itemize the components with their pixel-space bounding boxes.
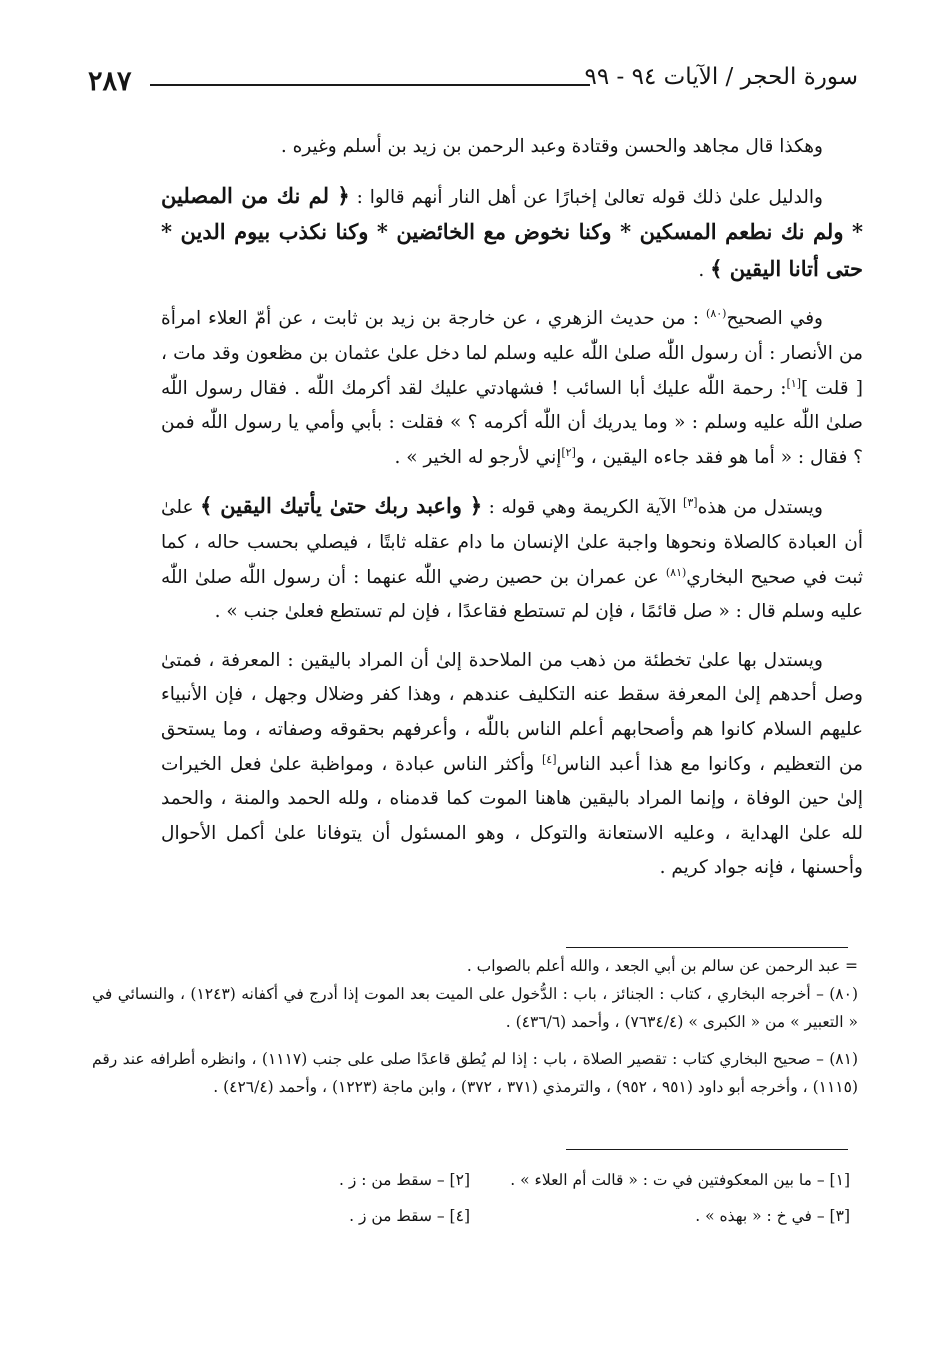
paragraph-2-intro: والدليل علىٰ ذلك قوله تعالىٰ إخبارًا عن أهل النار أنهم قالوا :: [349, 186, 823, 208]
variant-row: [210, 1198, 850, 1234]
variant-note-3: [٣] – في خ : « بهذه » .: [695, 1207, 850, 1225]
paragraph-4-text: ويستدل من هذه: [697, 497, 823, 519]
paragraph-1-text: وهكذا قال مجاهد والحسن وقتادة وعبد الرحمن بن زيد بن أسلم وغيره .: [280, 136, 823, 157]
variant-ref-2[interactable]: [٢]: [561, 445, 576, 459]
variant-note-1: [١] – ما بين المعكوفتين في ت : « قالت أم العلاء » .: [510, 1171, 850, 1189]
chapter-title: سورة الحجر / الآيات ٩٤ - ٩٩: [584, 64, 858, 90]
paragraph-5-text: ويستدل بها علىٰ تخطئة من ذهب من الملاحدة إلىٰ أن المراد باليقين : المعرفة ، فمتىٰ وصل أحدهم إلىٰ المعرفة سقط عنه التكليف عندهم ، وهذا كفر وضلال وجهل ، فإن الأنبياء عليهم السلام كانوا هم وأصحابهم أعلم الناس باللّٰه ، وأعرفهم بحقوقه وصفاته ، وما يستحق من التعظيم ، وكانوا مع هذا أعبد الناس: [161, 649, 863, 775]
paragraph-5-text: وأكثر الناس عبادة ، ومواظبة علىٰ فعل الخيرات إلىٰ حين الوفاة ، وإنما المراد باليقين هاهنا الموت كما قدمناه ، ولله الحمد والمنة ، والحمد لله علىٰ الهداية ، وعليه الاستعانة والتوكل ، وهو المسئول أن يتوفانا علىٰ أكمل الأحوال وأحسنها ، فإنه جواد كريم .: [161, 753, 863, 879]
header-rule: [150, 84, 590, 86]
paragraph-4-text: علىٰ أن العبادة كالصلاة ونحوها واجبة علىٰ الإنسان ما دام عقله ثابتًا ، فيصلي بحسب حاله ، كما ثبت في صحيح البخاري: [161, 497, 863, 588]
paragraph-2: [161, 179, 863, 289]
variant-row: [210, 1162, 850, 1198]
paragraph-4-text: عن عمران بن حصين رضي اللّٰه عنهما : أن رسول اللّٰه صلىٰ اللّٰه عليه وسلم قال : « صل قائمًا ، فإن لم تستطع فقاعدًا ، فإن لم تستطع فعلىٰ جنب » .: [161, 566, 863, 623]
manuscript-variants: [210, 1162, 850, 1234]
footnote-ref-81[interactable]: (٨١): [665, 565, 687, 579]
footnote-80: (٨٠) – أخرجه البخاري ، كتاب : الجنائز ، باب : الدُّخول على الميت بعد الموت إذا أدرج في أكفانه (١٢٤٣) ، والنسائي في « التعبير » من « الكبرى » (٧٦٣٤/٤) ، وأحمد (٤٣٦/٦) .: [92, 985, 858, 1032]
footnote-ref-80[interactable]: (٨٠): [706, 307, 727, 321]
footnote-continuation: = عبد الرحمن عن سالم بن أبي الجعد ، والله أعلم بالصواب .: [466, 957, 858, 975]
variants-separator: [566, 1149, 848, 1150]
page-number: ٢٨٧: [88, 66, 132, 97]
variant-ref-3[interactable]: [٣]: [683, 496, 698, 510]
variant-ref-1[interactable]: [١]: [786, 376, 801, 390]
paragraph-3-text: إني لأرجو له الخير » .: [394, 446, 562, 468]
variant-ref-4[interactable]: [٤]: [541, 752, 557, 766]
main-text: [161, 130, 863, 900]
footnotes: [92, 952, 858, 1109]
footnote-81: (٨١) – صحيح البخاري كتاب : تقصير الصلاة ، باب : إذا لم يُطق قاعدًا صلى على جنب (١١١٧) ، وانظره أطرافه عند رقم (١١١٥) ، وأخرجه أبو داود (٩٥١ ، ٩٥٢) ، والترمذي (٣٧١ ، ٣٧٢) ، وابن ماجة (١٢٢٣) ، وأحمد (٤٢٦/٤) .: [92, 1049, 858, 1096]
paragraph-1: [161, 130, 863, 165]
paragraph-5: [161, 644, 863, 886]
paragraph-3-text: وفي الصحيح: [726, 308, 823, 330]
variant-note-2: [٢] – سقط من : ز .: [338, 1171, 470, 1189]
paragraph-2-end: .: [698, 259, 711, 281]
page-header: [88, 62, 858, 102]
paragraph-4: [161, 489, 863, 629]
footnote-separator: [566, 947, 848, 948]
paragraph-3: [161, 302, 863, 475]
variant-note-4: [٤] – سقط من ز .: [349, 1207, 470, 1225]
paragraph-3-text: : رحمة اللّٰه عليك أبا السائب ! فشهادتي عليك لقد أكرمك اللّٰه . فقال رسول اللّٰه صلىٰ اللّٰه عليه وسلم : « وما يدريك أن اللّٰه أكرمه ؟ » فقلت : بأبي وأمي يا رسول اللّٰه فمن ؟ فقال : « أما هو فقد جاءه اليقين ، و: [161, 377, 864, 468]
paragraph-4-text: الآية الكريمة وهي قوله :: [482, 497, 684, 519]
quran-verse: ﴿ لم نك من المصلين * ولم نك نطعم المسكين * وكنا نخوض مع الخائضين * وكنا نكذب بيوم الدين * حتى أتانا اليقين ﴾: [161, 182, 863, 281]
paragraph-3-text: : من حديث الزهري ، عن خارجة بن زيد بن ثابت ، عن أمّ العلاء امرأة من الأنصار : أن رسول اللّٰه صلىٰ اللّٰه عليه وسلم لما دخل علىٰ عثمان بن مظعون وقد مات ، [ قلت ]: [161, 308, 863, 399]
quran-verse: ﴿ واعبد ربك حتىٰ يأتيك اليقين ﴾: [200, 493, 483, 519]
